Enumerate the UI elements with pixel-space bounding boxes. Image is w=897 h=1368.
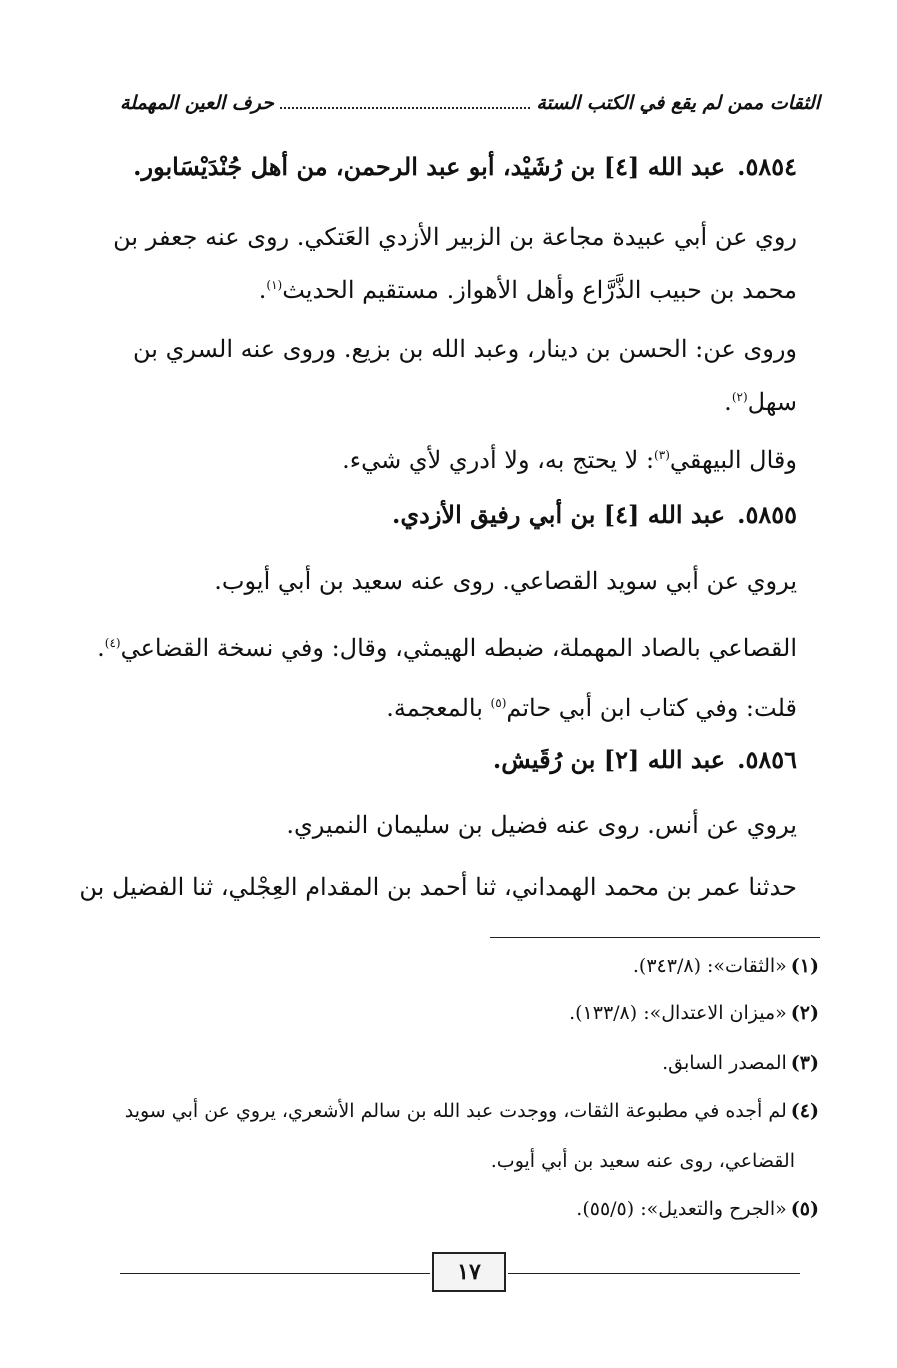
footnote-label: (٤) (790, 1100, 819, 1122)
footnote-2 (99, 1000, 819, 1026)
footnote-text: لم أجده في مطبوعة الثقات، ووجدت عبد الله بن سالم الأشعري، يروي عن أبي سويد (124, 1100, 787, 1122)
entry-text-line: وروى عن: الحسن بن دينار، وعبد الله بن بزيع. وروى عنه السري بن (133, 335, 797, 363)
entry-heading-5854 (107, 152, 797, 182)
entry-text-line: سهل$^{(٢)}$. (724, 388, 797, 416)
footnote-marker: (٤) (104, 636, 121, 650)
footnote-4 (99, 1098, 819, 1124)
entry-number: ٥٨٥٤. (737, 152, 797, 181)
entry-heading-5856 (107, 745, 797, 775)
entry-number: ٥٨٥٥. (737, 500, 797, 529)
entry-heading-5855 (107, 500, 797, 530)
footnote-4-continuation (75, 1148, 795, 1174)
footnote-text: القضاعي، روى عنه سعيد بن أبي أيوب. (490, 1150, 795, 1172)
footnote-label: (٢) (790, 1002, 819, 1024)
header-chapter: حرف العين المهملة (120, 92, 274, 114)
footnote-marker: (٣) (654, 448, 670, 462)
footnote-3 (99, 1050, 819, 1076)
entry-text-line: يروي عن أبي سويد القصاعي. روى عنه سعيد بن أبي أيوب. (214, 567, 797, 595)
bottom-rule-left (120, 1273, 430, 1274)
footnote-label: (٣) (790, 1052, 819, 1074)
entry-text-line: وقال البيهقي$^{(٣)}$: لا يحتج به، ولا أدري لأي شيء. (342, 446, 797, 474)
entry-text-line: القصاعي بالصاد المهملة، ضبطه الهيمثي، وقال: وفي نسخة القضاعي$^{(٤)}$. (97, 634, 797, 662)
footnote-label: (٥) (790, 1198, 819, 1220)
entry-text-line: حدثنا عمر بن محمد الهمداني، ثنا أحمد بن المقدام العِجْلي، ثنا الفضيل بن (79, 873, 797, 901)
entry-name: عبد الله [٢] بن رُقَيش. (492, 745, 726, 774)
footnote-5 (99, 1196, 819, 1222)
footnote-marker: (٢) (731, 390, 748, 404)
entry-name: عبد الله [٤] بن رُشَيْد، أبو عبد الرحمن، من أهل جُنْدَيْسَابور. (133, 152, 726, 181)
entry-text-line: محمد بن حبيب الذَّرَّاع وأهل الأهواز. مستقيم الحديث$^{(١)}$. (258, 276, 797, 304)
page-number: ١٧ (432, 1252, 506, 1292)
footnote-text: «الجرح والتعديل»: (٥٥/٥). (576, 1198, 787, 1220)
entry-number: ٥٨٥٦. (737, 745, 797, 774)
footnote-marker: (٥) (490, 696, 507, 710)
bottom-rule-right (508, 1273, 800, 1274)
footnote-marker: (١) (266, 278, 283, 292)
footnote-text: «الثقات»: (٣٤٣/٨). (632, 955, 787, 977)
entry-text-line: قلت: وفي كتاب ابن أبي حاتم$^{(٥)}$ بالمعجمة. (386, 694, 797, 722)
entry-name: عبد الله [٤] بن أبي رفيق الأزدي. (391, 500, 726, 529)
footnote-label: (١) (790, 955, 819, 977)
entry-text-line: يروي عن أنس. روى عنه فضيل بن سليمان النميري. (286, 811, 797, 839)
running-header (120, 92, 820, 114)
header-dotted-separator (280, 107, 530, 109)
footnote-text: المصدر السابق. (662, 1052, 787, 1074)
header-book-title: الثقات ممن لم يقع في الكتب الستة (536, 92, 820, 114)
entry-text-line: روي عن أبي عبيدة مجاعة بن الزبير الأزدي العَتكي. روى عنه جعفر بن (113, 223, 797, 251)
footnote-text: «ميزان الاعتدال»: (١٣٣/٨). (569, 1002, 787, 1024)
footnote-divider (490, 937, 820, 938)
footnote-1 (99, 953, 819, 979)
